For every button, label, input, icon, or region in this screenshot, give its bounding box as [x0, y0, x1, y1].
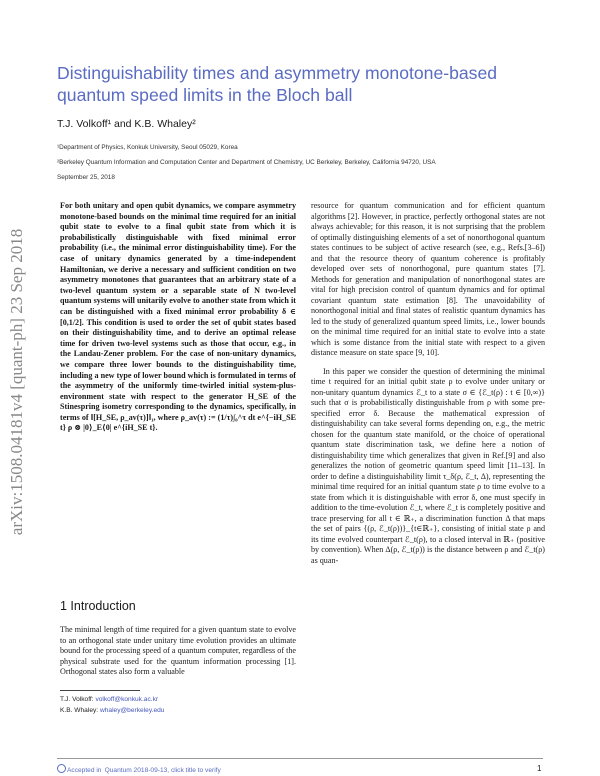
journal-footer[interactable] [57, 764, 221, 774]
footnote-author-1 [60, 696, 158, 703]
right-column [311, 201, 545, 566]
footer-divider [57, 758, 543, 759]
section-heading-introduction: 1 Introduction [60, 599, 136, 613]
paper-title[interactable]: Distinguishability times and asymmetry monotone-based quantum speed limits in the Bloch ball [57, 63, 498, 105]
intro-paragraph-left: The minimal length of time required for a given quantum state to evolve to an orthogonal state under unitary time evolution provides an ultimate bound for the processing speed of a quantum computer, regardless of the physical substrate used for the quantum information processing [1]. Orthogonal states also form a valuable [60, 625, 296, 676]
page-number: 1 [537, 764, 542, 773]
affiliation-1: ¹Department of Physics, Konkuk University, Seoul 05029, Korea [57, 144, 238, 151]
footnote-author-2 [60, 707, 164, 714]
arxiv-sidebar-stamp [4, 192, 30, 572]
footnote-label: T.J. Volkoff: [60, 696, 94, 703]
affiliation-2: ²Berkeley Quantum Information and Computation Center and Department of Chemistry, UC Berkeley, Berkeley, California 94720, USA [57, 159, 436, 166]
abstract: For both unitary and open qubit dynamics, we compare asymmetry monotone-based bounds on the minimal time required for an initial qubit state to evolve to a final qubit state from which it is probabilistically distinguishable with fixed minimal error probability (i.e., the minimal error distinguishability time). For the case of unitary dynamics generated by a time-independent Hamiltonian, we derive a necessary and sufficient condition on two asymmetry monotones that guarantees that an arbitrary state of a two-level quantum system or a separable state of N two-level quantum systems will unitarily evolve to another state from which it can be distinguished with a fixed minimal error probability δ ∈ [0,1/2]. This condition is used to order the set of qubit states based on their distinguishability time, and to derive an optimal release time for driven two-level systems such as those that occur, e.g., in the Landau-Zener problem. For the case of non-unitary dynamics, we compare three lower bounds to the distinguishability time, including a new type of lower bound which is formulated in terms of the asymmetry of the uniformly time-twirled initial system-plus-environment state with respect to the generator H_SE of the Stinespring isometry corresponding to the dynamics, specifically, in terms of ‖[H_SE, ρ_av(τ)]‖₁, where ρ_av(τ) := (1/τ)∫₀^τ dt e^{−iH_SE t} ρ ⊗ |0⟩_E⟨0| e^{iH_SE t}. [60, 201, 296, 433]
email-link[interactable]: volkoff@konkuk.ac.kr [95, 696, 159, 703]
author-list: T.J. Volkoff¹ and K.B. Whaley² [57, 118, 196, 130]
right-paragraph-2: In this paper we consider the question of determining the minimal time t required for an initial qubit state ρ to evolve under unitary or non-unitary quantum dynamics ℰ_t to a state σ ∈ {ℰ_t(ρ) : t ∈ [0,∞)} such that σ is probabilistically distinguishable from ρ with some pre-specified error δ. Because the mathematical expression of distinguishability can take several forms depending on, e.g., the metric chosen for the quantum state manifold, or the choice of operational quantum state discrimination task, we define here a notion of distinguishability time which generalizes that given in Ref.[9] and also generalizes the notion of geometric quantum speed limit [11–13]. In order to define a distinguishability limit τ_δ(ρ, ℰ_t, Δ), representing the minimal time required for an initial quantum state ρ to time evolve to a state from which it is distinguishable with error δ, one must specify in addition to the time-evolution ℰ_t, where ℰ_t is completely positive and trace preserving for all t ∈ ℝ₊, a discrimination function Δ that maps the set of pairs {(ρ, ℰ_t(ρ))}_{t∈ℝ₊}, consisting of initial state ρ and its time evolved counterpart ℰ_t(ρ), to a closed interval in ℝ₊ (positive by convention). When Δ(ρ, ℰ_t(ρ)) is the distance between ρ and ℰ_t(ρ) as quan- [311, 366, 545, 565]
quantum-logo-icon [57, 764, 66, 773]
email-link[interactable]: whaley@berkeley.edu [99, 707, 165, 714]
footer-text: Accepted in Quantum 2018-09-13, click title to verify [67, 767, 221, 774]
footnote-label: K.B. Whaley: [60, 707, 99, 714]
footnote-divider [60, 690, 140, 691]
arxiv-identifier: arXiv:1508.04181v4 [quant-ph] 23 Sep 2018 [7, 228, 26, 536]
publication-date: September 25, 2018 [57, 174, 115, 181]
right-paragraph-1: resource for quantum communication and for efficient quantum algorithms [2]. However, in practice, perfectly orthogonal states are not always achievable; for this reason, it is not surprising that the problem of optimally distinguishing elements of a set of nonorthogonal quantum states continues to be subject of active research (see, e.g., Refs.[3–6]) and that the resource theory of quantum coherence is profitably developed over sets of nonorthogonal, pure quantum states [7]. Methods for generation and manipulation of nonorthogonal states are vital for high precision control of quantum dynamics and for optimal covariant quantum state estimation [8]. The unavoidability of nonorthogonal initial and final states of realistic quantum dynamics has led to the study of generalized quantum speed limits, i.e., lower bounds on the minimal time required for an initial state to evolve into a state which is some distance from the initial state with respect to a given distance measure on state space [9, 10]. [311, 201, 545, 357]
